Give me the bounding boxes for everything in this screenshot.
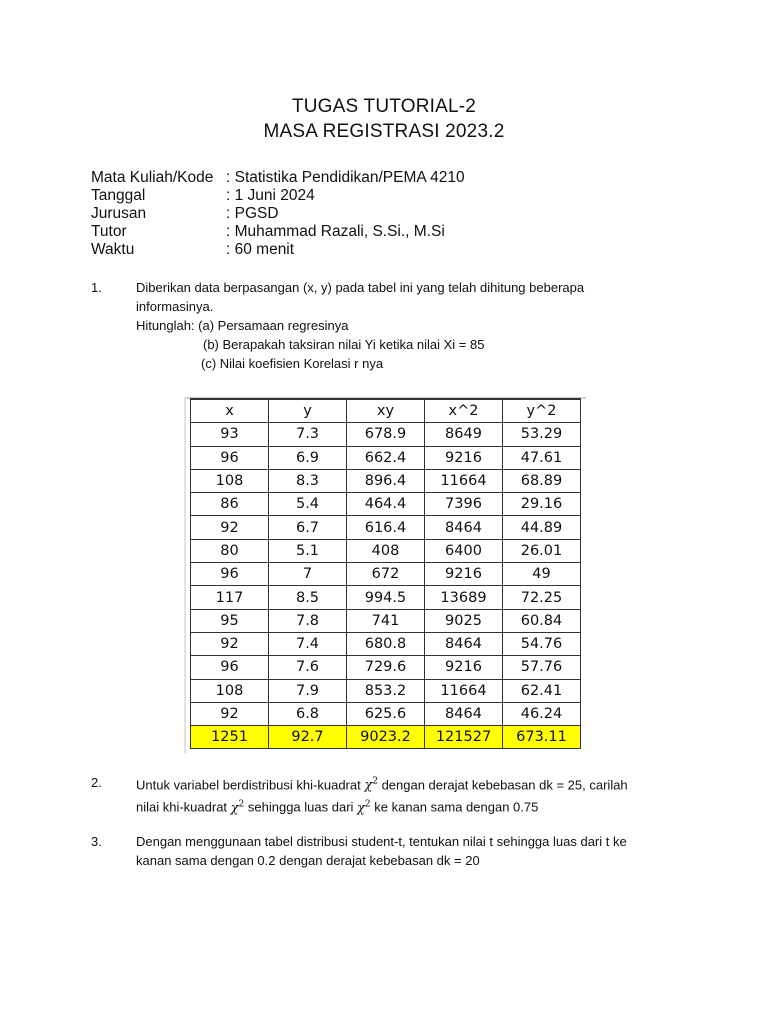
table-cell: 11664: [425, 469, 503, 492]
text-segment: Untuk variabel berdistribusi khi-kuadrat: [136, 777, 365, 793]
table-cell: 68.89: [503, 469, 581, 492]
table-cell: 729.6: [347, 656, 425, 679]
table-cell: 92: [191, 516, 269, 539]
info-value: : Muhammad Razali, S.Si., M.Si: [226, 223, 445, 240]
info-value: : Statistika Pendidikan/PEMA 4210: [226, 169, 465, 186]
table-cell: 11664: [425, 679, 503, 702]
info-label: Mata Kuliah/Kode: [91, 169, 214, 186]
table-row: [191, 493, 581, 516]
table-cell: 7.9: [269, 679, 347, 702]
table-cell: 8.3: [269, 469, 347, 492]
question-body: [136, 773, 676, 818]
table-cell: 8464: [425, 516, 503, 539]
column-header-x: x: [191, 399, 269, 423]
info-value: : 1 Juni 2024: [226, 187, 315, 204]
total-cell: 1251: [191, 726, 269, 749]
question-text: informasinya.: [136, 299, 214, 314]
table-cell: 92: [191, 702, 269, 725]
table-cell: 6.8: [269, 702, 347, 725]
table-cell: 57.76: [503, 656, 581, 679]
table-cell: 741: [347, 609, 425, 632]
table-row: [191, 423, 581, 446]
question-number: 3.: [91, 834, 102, 849]
table-cell: 54.76: [503, 632, 581, 655]
table-cell: 6.7: [269, 516, 347, 539]
table-cell: 680.8: [347, 632, 425, 655]
info-value: : PGSD: [226, 205, 279, 222]
question-body: [136, 278, 676, 373]
column-header-x2: x^2: [425, 399, 503, 423]
info-row-department: [91, 205, 465, 223]
table-cell: 7.3: [269, 423, 347, 446]
question-text: [136, 773, 676, 795]
table-cell: 6.9: [269, 446, 347, 469]
info-label: Tanggal: [91, 187, 146, 204]
text-segment: nilai khi-kuadrat: [136, 799, 231, 815]
total-cell: 121527: [425, 726, 503, 749]
question-text: Hitunglah: (a) Persamaan regresinya: [136, 318, 349, 333]
table-row: [191, 469, 581, 492]
question-text: Dengan menggunaan tabel distribusi student-t, tentukan nilai t sehingga luas dari t ke: [136, 834, 627, 849]
text-segment: ke kanan sama dengan 0.75: [370, 799, 539, 815]
info-label: Tutor: [91, 223, 127, 240]
table-row: [191, 656, 581, 679]
total-cell: 92.7: [269, 726, 347, 749]
table-row: [191, 586, 581, 609]
question-text: [136, 795, 676, 817]
table-cell: 625.6: [347, 702, 425, 725]
course-info: [91, 169, 465, 259]
table-row: [191, 679, 581, 702]
table-row: [191, 609, 581, 632]
table-cell: 8464: [425, 702, 503, 725]
text-segment: sehingga luas dari: [244, 799, 358, 815]
table-cell: 5.1: [269, 539, 347, 562]
table-cell: 49: [503, 563, 581, 586]
info-row-time: [91, 241, 465, 259]
column-header-xy: xy: [347, 399, 425, 423]
table-cell: 7396: [425, 493, 503, 516]
table-cell: 464.4: [347, 493, 425, 516]
table-cell: 26.01: [503, 539, 581, 562]
table-cell: 108: [191, 469, 269, 492]
table-cell: 9025: [425, 609, 503, 632]
table-cell: 72.25: [503, 586, 581, 609]
table-cell: 672: [347, 563, 425, 586]
table-header-row: [191, 399, 581, 423]
table-cell: 80: [191, 539, 269, 562]
question-number: 1.: [91, 280, 102, 295]
table-cell: 7.8: [269, 609, 347, 632]
total-cell: 673.11: [503, 726, 581, 749]
totals-row: [191, 726, 581, 749]
table-cell: 13689: [425, 586, 503, 609]
table-cell: 93: [191, 423, 269, 446]
table-cell: 60.84: [503, 609, 581, 632]
table-row: [191, 516, 581, 539]
table-cell: 662.4: [347, 446, 425, 469]
table-cell: 47.61: [503, 446, 581, 469]
info-label: Waktu: [91, 241, 135, 258]
table-cell: 108: [191, 679, 269, 702]
table-cell: 7.4: [269, 632, 347, 655]
table-cell: 5.4: [269, 493, 347, 516]
data-table: [190, 398, 581, 749]
table-cell: 29.16: [503, 493, 581, 516]
table-cell: 44.89: [503, 516, 581, 539]
table-cell: 53.29: [503, 423, 581, 446]
table-cell: 96: [191, 656, 269, 679]
table-cell: 9216: [425, 563, 503, 586]
table-cell: 9216: [425, 446, 503, 469]
chi-square-symbol: $\chi^2$: [357, 799, 371, 816]
table-cell: 994.5: [347, 586, 425, 609]
table-cell: 408: [347, 539, 425, 562]
question-body: [136, 832, 676, 870]
table-cell: 8.5: [269, 586, 347, 609]
table-cell: 678.9: [347, 423, 425, 446]
column-header-y: y: [269, 399, 347, 423]
table-row: [191, 539, 581, 562]
table-cell: 95: [191, 609, 269, 632]
table-cell: 7: [269, 563, 347, 586]
question-subitem-c: (c) Nilai koefisien Korelasi r nya: [201, 356, 384, 371]
info-row-course: [91, 169, 465, 187]
column-header-y2: y^2: [503, 399, 581, 423]
info-row-date: [91, 187, 465, 205]
document-subtitle: MASA REGISTRASI 2023.2: [263, 121, 505, 142]
chi-square-symbol: $\chi^2$: [364, 777, 378, 794]
info-label: Jurusan: [91, 205, 147, 222]
table-row: [191, 632, 581, 655]
table-cell: 92: [191, 632, 269, 655]
table-cell: 853.2: [347, 679, 425, 702]
question-text: Diberikan data berpasangan (x, y) pada tabel ini yang telah dihitung beberapa: [136, 280, 585, 295]
table-cell: 7.6: [269, 656, 347, 679]
table-row: [191, 446, 581, 469]
question-text: kanan sama dengan 0.2 dengan derajat kebebasan dk = 20: [136, 853, 480, 868]
document-title: TUGAS TUTORIAL-2: [291, 96, 477, 117]
question-subitem-b: (b) Berapakah taksiran nilai Yi ketika nilai Xi = 85: [203, 337, 485, 352]
table-cell: 86: [191, 493, 269, 516]
table-cell: 896.4: [347, 469, 425, 492]
table-cell: 8464: [425, 632, 503, 655]
table-cell: 46.24: [503, 702, 581, 725]
info-value: : 60 menit: [226, 241, 295, 258]
table-cell: 616.4: [347, 516, 425, 539]
text-segment: dengan derajat kebebasan dk = 25, carilah: [377, 777, 628, 793]
table-cell: 96: [191, 446, 269, 469]
table-row: [191, 563, 581, 586]
info-row-tutor: [91, 223, 465, 241]
question-number: 2.: [91, 775, 102, 790]
table-shadow: [184, 397, 186, 753]
table-cell: 96: [191, 563, 269, 586]
table-cell: 6400: [425, 539, 503, 562]
table-cell: 8649: [425, 423, 503, 446]
table-cell: 62.41: [503, 679, 581, 702]
table-row: [191, 702, 581, 725]
chi-square-symbol: $\chi^2$: [230, 799, 245, 816]
table-cell: 117: [191, 586, 269, 609]
total-cell: 9023.2: [347, 726, 425, 749]
table-cell: 9216: [425, 656, 503, 679]
